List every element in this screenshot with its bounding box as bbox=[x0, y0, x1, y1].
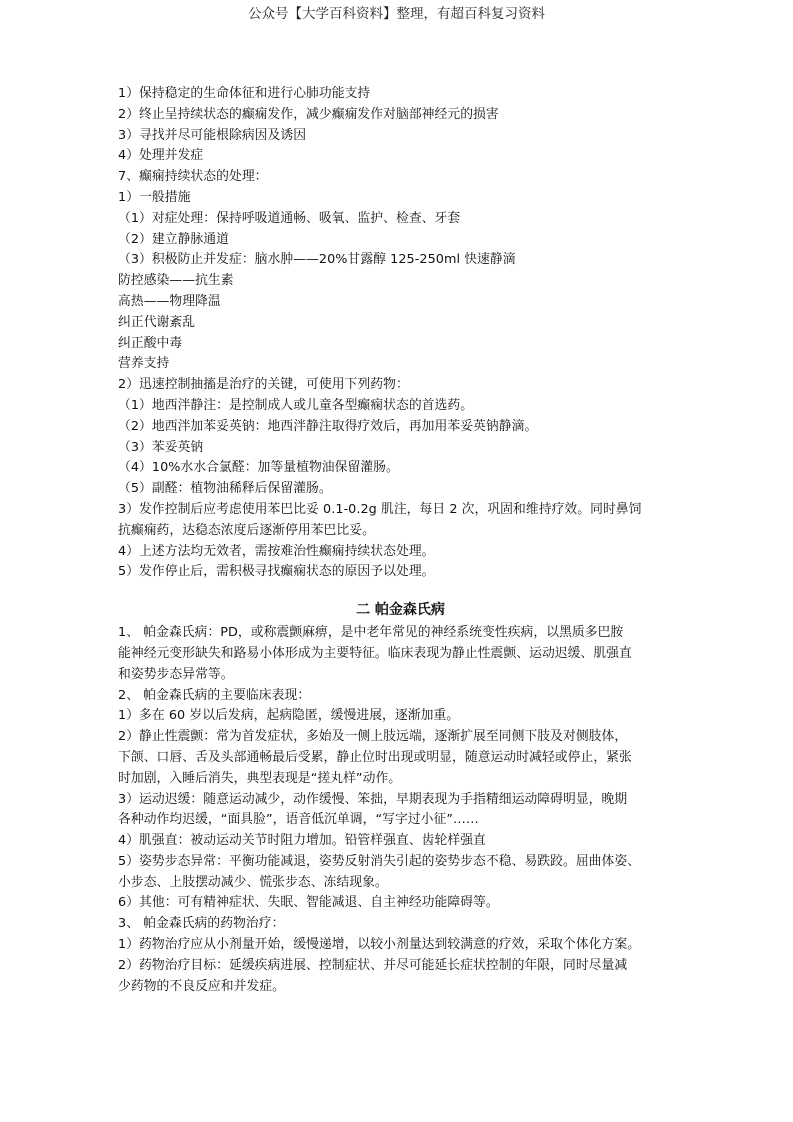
text-line: 抗癫痫药，达稳态浓度后逐渐停用苯巴比妥。 bbox=[118, 522, 375, 538]
text-line: 3）寻找并尽可能根除病因及诱因 bbox=[118, 127, 307, 143]
text-line: 高热——物理降温 bbox=[118, 293, 221, 309]
text-line: 3）运动迟缓：随意运动减少，动作缓慢、笨拙，早期表现为手指精细运动障碍明显，晚期 bbox=[118, 791, 628, 807]
text-line: 1、 帕金森氏病：PD，或称震颤麻痹，是中老年常见的神经系统变性疾病，以黑质多巴胺 bbox=[118, 625, 624, 641]
text-line: 纠正代谢紊乱 bbox=[118, 314, 196, 330]
text-line: 6）其他：可有精神症状、失眠、智能减退、自主神经功能障碍等。 bbox=[118, 895, 499, 911]
text-line: 时加剧，入睡后消失，典型表现是“搓丸样”动作。 bbox=[118, 770, 402, 786]
text-line: （2）建立静脉通道 bbox=[118, 231, 229, 247]
text-line: （3）积极防止并发症：脑水肿——20%甘露醇 125-250ml 快速静滴 bbox=[118, 252, 516, 268]
text-line: 4）上述方法均无效者，需按难治性癫痫持续状态处理。 bbox=[118, 543, 435, 559]
text-line: 能神经元变形缺失和路易小体形成为主要特征。临床表现为静止性震颤、运动迟缓、肌强直 bbox=[118, 645, 632, 661]
text-line: 1）多在 60 岁以后发病，起病隐匿，缓慢进展，逐渐加重。 bbox=[118, 708, 460, 724]
text-line: 2）迅速控制抽搐是治疗的关键，可使用下列药物： bbox=[118, 377, 409, 393]
text-line: 纠正酸中毒 bbox=[118, 335, 183, 351]
text-line: 4）处理并发症 bbox=[118, 148, 204, 164]
text-line: 4）肌强直：被动运动关节时阻力增加。铅管样强直、齿轮样强直 bbox=[118, 833, 486, 849]
text-line: 7、癫痫持续状态的处理： bbox=[118, 169, 268, 185]
text-line: 2、 帕金森氏病的主要临床表现： bbox=[118, 687, 311, 703]
text-line: （1）对症处理：保持呼吸道通畅、吸氧、监护、检查、牙套 bbox=[118, 210, 461, 226]
text-line: 营养支持 bbox=[118, 356, 170, 372]
text-line: 2）静止性震颤：常为首发症状，多始及一侧上肢远端，逐渐扩展至同侧下肢及对侧肢体， bbox=[118, 729, 628, 745]
page-header: 公众号【大学百科资料】整理，有超百科复习资料 bbox=[248, 6, 545, 22]
text-line: 5）发作停止后，需积极寻找癫痫状态的原因予以处理。 bbox=[118, 564, 435, 580]
text-line: 和姿势步态异常等。 bbox=[118, 666, 234, 682]
text-block-epilepsy bbox=[118, 84, 683, 583]
text-line: （4）10%水水合氯醛：加等量植物油保留灌肠。 bbox=[118, 460, 399, 476]
text-line: 2）药物治疗目标：延缓疾病进展、控制症状、并尽可能延长症状控制的年限，同时尽量减 bbox=[118, 957, 628, 973]
text-line: 下颌、口唇、舌及头部通畅最后受累，静止位时出现或明显，随意运动时减轻或停止，紧张 bbox=[118, 749, 632, 765]
text-line: 1）保持稳定的生命体征和进行心肺功能支持 bbox=[118, 86, 371, 101]
text-line: （1）地西泮静注：是控制成人或儿童各型癫痫状态的首选药。 bbox=[118, 397, 474, 413]
text-line: （2）地西泮加苯妥英钠：地西泮静注取得疗效后，再加用苯妥英钠静滴。 bbox=[118, 418, 538, 434]
text-line: 1）一般措施 bbox=[118, 189, 191, 205]
document-body bbox=[118, 84, 683, 997]
text-line: （3）苯妥英钠 bbox=[118, 439, 204, 455]
text-line: 各种动作均迟缓，“面具脸”，语音低沉单调，“写字过小征”…… bbox=[118, 812, 479, 828]
text-line: 少药物的不良反应和并发症。 bbox=[118, 978, 286, 994]
text-line: （5）副醛：植物油稀释后保留灌肠。 bbox=[118, 481, 332, 497]
text-line: 5）姿势步态异常：平衡功能减退，姿势反射消失引起的姿势步态不稳、易跌跤。屈曲体姿、 bbox=[118, 853, 641, 869]
text-line: 1）药物治疗应从小剂量开始，缓慢递增，以较小剂量达到较满意的疗效，采取个体化方案。 bbox=[118, 937, 641, 953]
text-line: 防控感染——抗生素 bbox=[118, 273, 234, 289]
text-line: 3、 帕金森氏病的药物治疗： bbox=[118, 916, 285, 932]
text-line: 3）发作控制后应考虑使用苯巴比妥 0.1-0.2g 肌注，每日 2 次，巩固和维持疗效。同时鼻饲 bbox=[118, 501, 642, 517]
section-heading: 二 帕金森氏病 bbox=[356, 602, 445, 619]
text-block-parkinsons bbox=[118, 623, 683, 997]
text-line: 小步态、上肢摆动减少、慌张步态、冻结现象。 bbox=[118, 874, 388, 890]
text-line: 2）终止呈持续状态的癫痫发作，减少癫痫发作对脑部神经元的损害 bbox=[118, 106, 499, 122]
